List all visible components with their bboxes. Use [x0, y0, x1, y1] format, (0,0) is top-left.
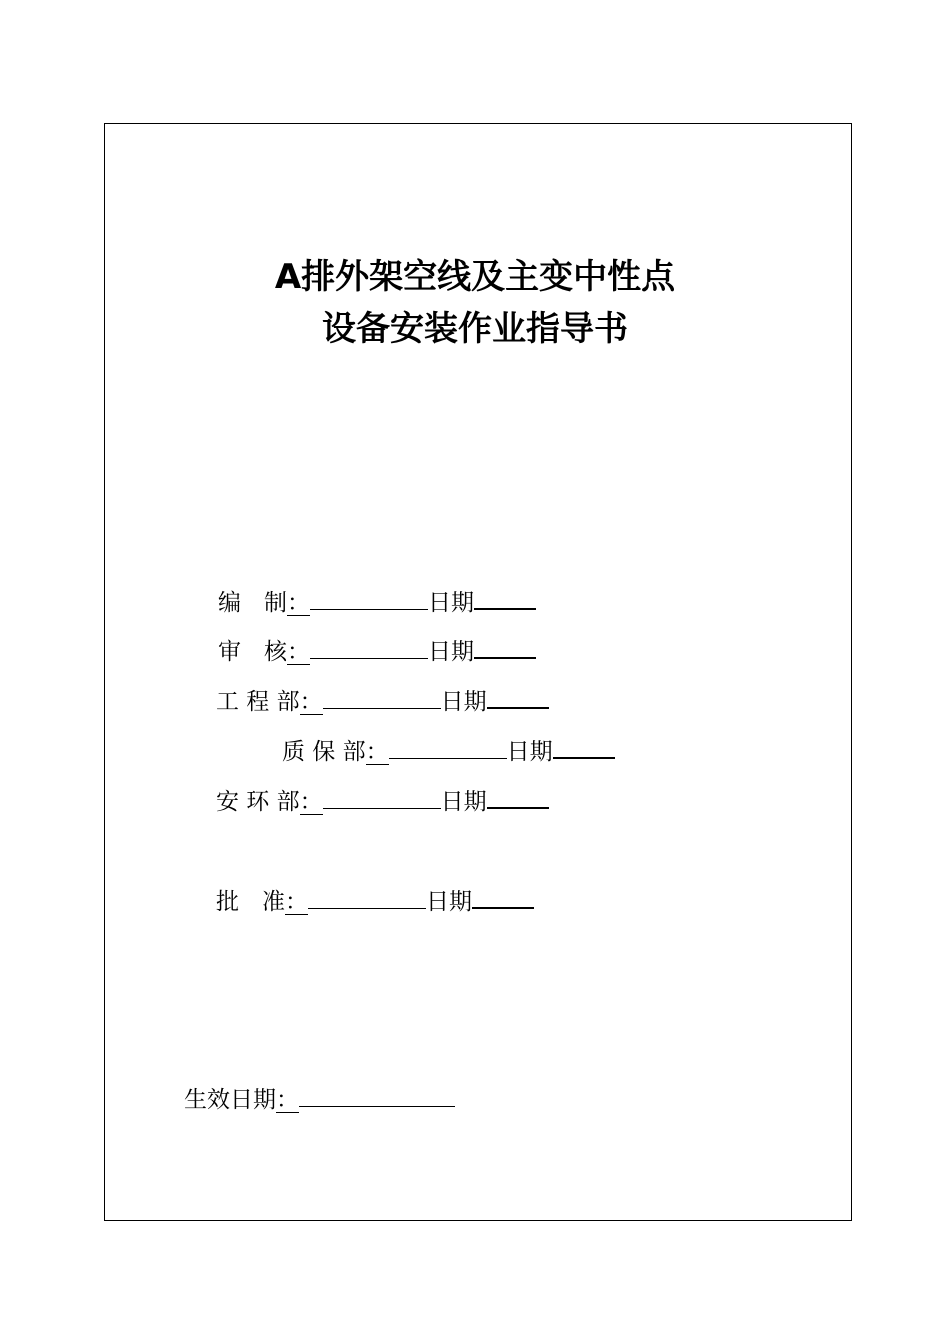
document-title-line-1: A排外架空线及主变中性点: [274, 257, 676, 297]
signature-colon: ：: [285, 889, 308, 915]
signature-label: 工 程 部: [216, 689, 300, 715]
signature-name-blank[interactable]: [323, 686, 441, 709]
signature-colon: ：: [287, 590, 310, 616]
date-label: 日期: [428, 639, 474, 665]
effective-date-colon: ：: [276, 1087, 299, 1113]
signature-colon: ：: [299, 689, 323, 715]
date-label: 日期: [440, 689, 487, 715]
signature-name-blank[interactable]: [308, 886, 426, 909]
signature-row-approved: [216, 885, 534, 915]
signature-row-engineering-dept: [216, 685, 549, 715]
date-blank[interactable]: [553, 735, 615, 759]
date-blank[interactable]: [472, 885, 534, 909]
date-blank[interactable]: [474, 586, 536, 610]
date-blank[interactable]: [487, 785, 549, 809]
signature-label: 编 制: [218, 590, 287, 616]
document-title-line-2: 设备安装作业指导书: [322, 309, 628, 349]
signature-row-reviewed: [218, 635, 536, 665]
date-blank[interactable]: [487, 685, 549, 709]
signature-name-blank[interactable]: [310, 636, 428, 659]
signature-name-blank[interactable]: [323, 786, 441, 809]
signature-row-quality-dept: [282, 735, 615, 765]
signature-name-blank[interactable]: [389, 736, 507, 759]
date-label: 日期: [426, 889, 472, 915]
signature-row-compiled: [218, 586, 536, 616]
signature-colon: ：: [299, 789, 323, 815]
effective-date-blank[interactable]: [299, 1084, 455, 1107]
signature-colon: ：: [287, 639, 310, 665]
date-blank[interactable]: [474, 635, 536, 659]
effective-date-row: [184, 1084, 455, 1114]
effective-date-label: 生效日期: [184, 1087, 276, 1113]
date-label: 日期: [440, 789, 487, 815]
signature-label: 安 环 部: [216, 789, 300, 815]
signature-label: 批 准: [216, 889, 285, 915]
date-label: 日期: [506, 739, 553, 765]
date-label: 日期: [428, 590, 474, 616]
signature-name-blank[interactable]: [310, 587, 428, 610]
signature-label: 审 核: [218, 639, 287, 665]
signature-label: 质 保 部: [282, 739, 366, 765]
signature-row-safety-env-dept: [216, 785, 549, 815]
signature-colon: ：: [365, 739, 389, 765]
